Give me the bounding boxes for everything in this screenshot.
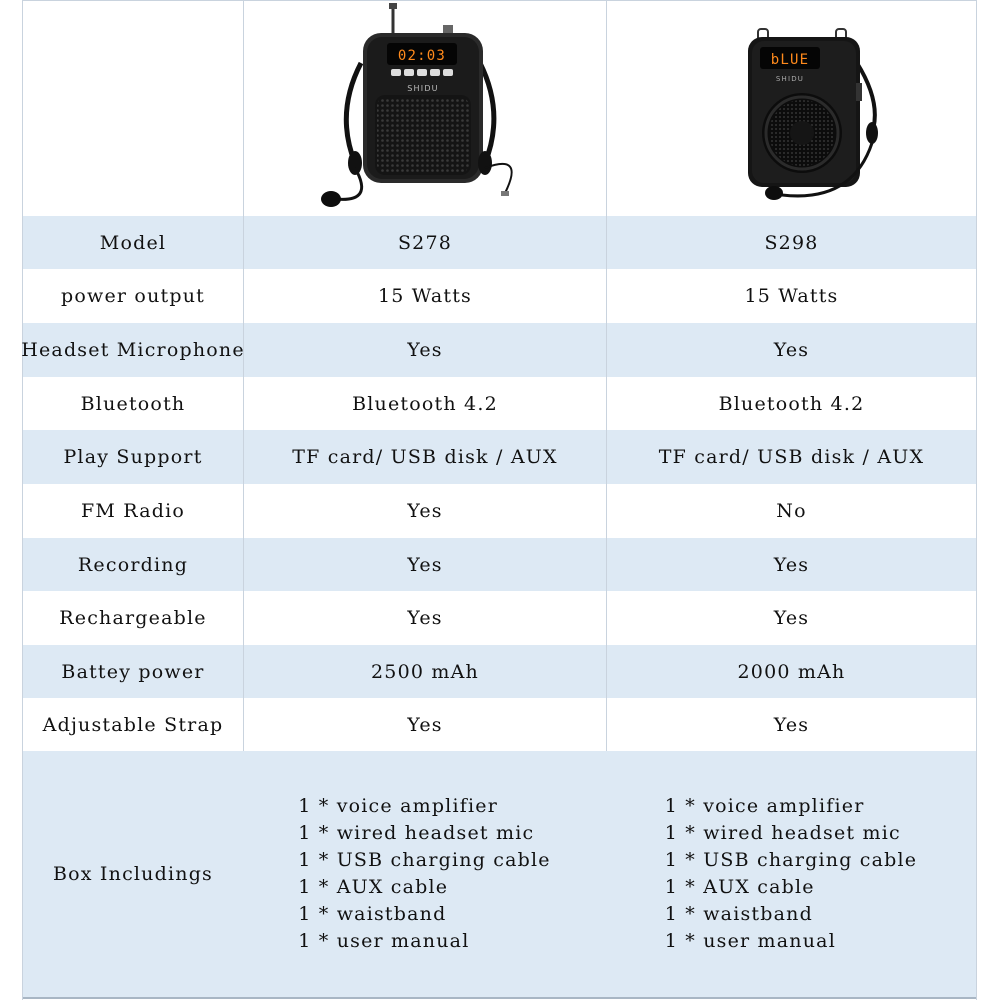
row-label: Bluetooth (80, 392, 186, 415)
s278-value: S278 (243, 216, 606, 269)
table-row (23, 484, 976, 538)
s298-value: 2000 mAh (606, 645, 976, 698)
s278-value: Yes (243, 484, 606, 538)
row-label: Adjustable Strap (42, 713, 224, 736)
table-row (23, 323, 976, 377)
table-row (23, 269, 976, 323)
row-label: Play Support (63, 446, 203, 468)
comparison-table (22, 0, 977, 1000)
table-row (23, 216, 976, 269)
list-item: 1 * wired headset mic (664, 822, 901, 844)
s278-image-cell (243, 1, 606, 216)
list-item: 1 * wired headset mic (298, 822, 535, 844)
s278-product-image (315, 3, 535, 215)
row-label: Model (99, 231, 167, 254)
list-item: 1 * USB charging cable (664, 849, 918, 871)
s298-box-cell (606, 751, 976, 997)
row-label: FM Radio (80, 500, 186, 522)
s278-brand: SHIDU (407, 83, 439, 93)
list-item: 1 * AUX cable (298, 876, 449, 898)
list-item: 1 * voice amplifier (664, 795, 865, 817)
s298-box-list (665, 793, 918, 955)
s298-value: Yes (606, 323, 976, 377)
table-row (23, 377, 976, 430)
row-label: Rechargeable (59, 607, 207, 629)
s298-value: Yes (606, 538, 976, 591)
list-item: 1 * USB charging cable (298, 849, 551, 871)
s278-box-list (298, 793, 551, 955)
s298-value: TF card/ USB disk / AUX (606, 430, 976, 484)
s278-display: 02:03 (397, 47, 447, 64)
list-item: 1 * voice amplifier (298, 795, 498, 817)
table-row (23, 645, 976, 698)
s298-value: Yes (606, 698, 976, 751)
table-row (23, 698, 976, 751)
table-row (23, 538, 976, 591)
product-image-row (23, 0, 976, 216)
empty-header-cell (23, 1, 243, 216)
table-row (23, 591, 976, 645)
s298-value: No (606, 484, 976, 538)
s278-box-cell (243, 751, 606, 997)
s278-value: TF card/ USB disk / AUX (243, 430, 606, 484)
s298-image-cell (606, 1, 976, 216)
s298-product-image (682, 3, 902, 215)
s298-value: Bluetooth 4.2 (606, 377, 976, 430)
row-label: power output (61, 285, 205, 307)
s278-value: Yes (243, 323, 606, 377)
s278-value: 15 Watts (243, 269, 606, 323)
s298-value: S298 (606, 216, 976, 269)
s298-brand: SHIDU (775, 74, 804, 83)
list-item: 1 * user manual (664, 930, 836, 952)
list-item: 1 * waistband (298, 903, 447, 925)
row-label: Headset Microphone (21, 339, 245, 361)
s278-value: 2500 mAh (243, 645, 606, 698)
list-item: 1 * user manual (298, 930, 470, 952)
row-label: Battey power (61, 660, 205, 683)
table-bottom-border (23, 997, 976, 999)
row-label: Recording (77, 553, 189, 576)
box-includings-row (23, 751, 976, 997)
list-item: 1 * AUX cable (664, 876, 815, 898)
s278-value: Bluetooth 4.2 (243, 377, 606, 430)
s278-value: Yes (243, 538, 606, 591)
s298-display: bLUE (770, 51, 809, 68)
table-row (23, 430, 976, 484)
s298-value: Yes (606, 591, 976, 645)
s298-value: 15 Watts (606, 269, 976, 323)
s278-value: Yes (243, 591, 606, 645)
list-item: 1 * waistband (664, 903, 813, 925)
s278-value: Yes (243, 698, 606, 751)
row-label: Box Includings (52, 863, 214, 885)
